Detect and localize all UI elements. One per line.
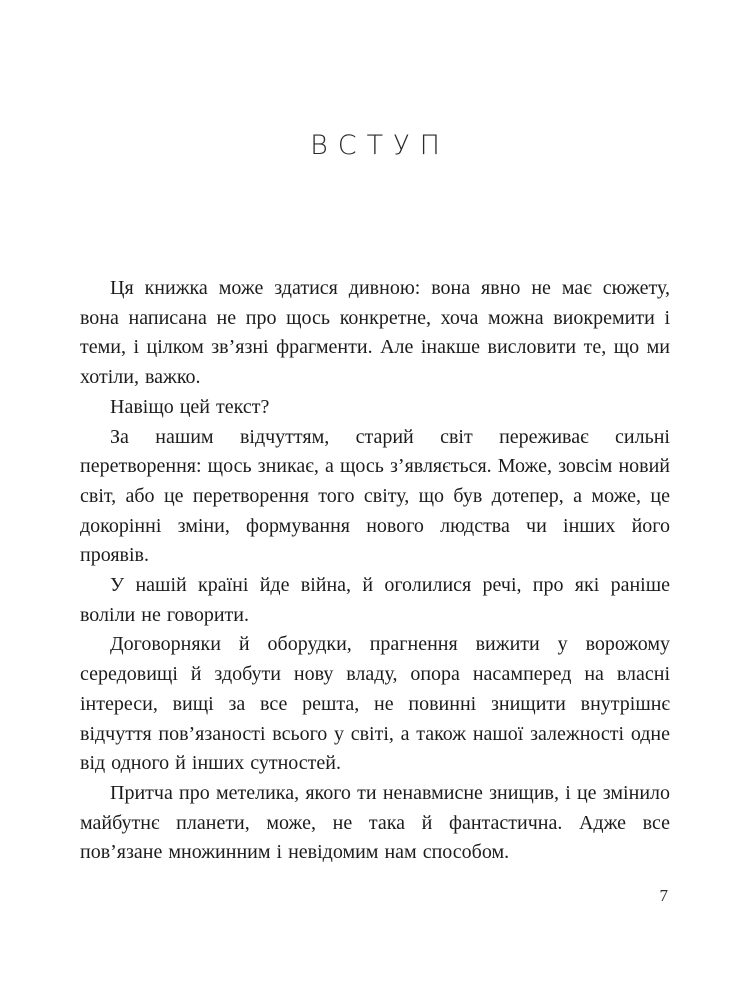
paragraph: У нашій країні йде війна, й оголилися речі, про які раніше воліли не говорити. xyxy=(80,574,670,626)
chapter-title: ВСТУП xyxy=(310,130,450,161)
paragraph: За нашим відчуттям, старий світ переживає сильні перетворення: щось зникає, а щось з’являється. Може, зовсім новий світ, або це перетворення того світу, що був дотепер, а може, це докорінні зміни, формування нового людства чи інших його проявів. xyxy=(80,425,670,567)
paragraph: Навіщо цей текст? xyxy=(110,395,270,418)
page-number: 7 xyxy=(659,886,668,905)
body-text xyxy=(80,274,670,868)
paragraph: Притча про метелика, якого ти ненавмисне знищив, і це змінило майбутнє планети, може, не така й фантастична. Адже все пов’язане множинним і невідомим нам способом. xyxy=(80,781,670,864)
paragraph: Ця книжка може здатися дивною: вона явно не має сюжету, вона написана не про щось конкретне, хоча можна виокремити і теми, і цілком зв’язні фрагменти. Але інакше висловити те, що ми хотіли, важко. xyxy=(80,277,670,389)
paragraph: Договорняки й оборудки, прагнення вижити у ворожому середовищі й здобути нову владу, опора насамперед на власні інтереси, вищі за все решта, не повинні знищити внутрішнє відчуття пов’язаності всього у світі, а також нашої залежності одне від одного й інших сутностей. xyxy=(80,633,670,775)
